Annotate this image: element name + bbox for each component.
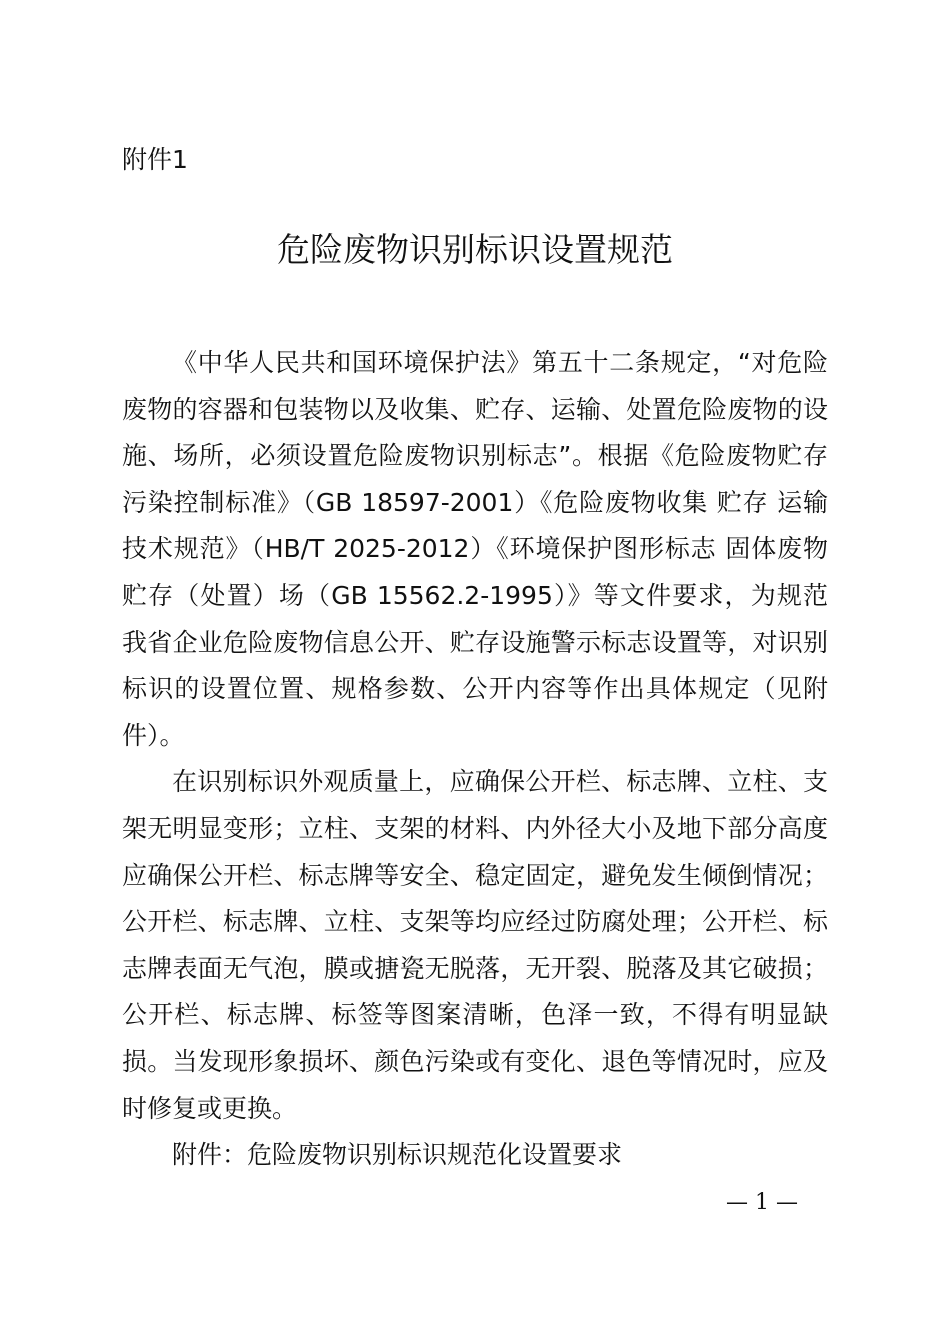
document-title: 危险废物识别标识设置规范 xyxy=(277,230,673,269)
paragraph-appearance-quality: 在识别标识外观质量上，应确保公开栏、标志牌、立柱、支架无明显变形；立柱、支架的材料、内外径大小及地下部分高度应确保公开栏、标志牌等安全、稳定固定，避免发生倾倒情况；公开栏、标志牌、立柱、支架等均应经过防腐处理；公开栏、标志牌表面无气泡，膜或搪瓷无脱落，无开裂、脱落及其它破损；公开栏、标志牌、标签等图案清晰，色泽一致，不得有明显缺损。当发现形象损坏、颜色污染或有变化、退色等情况时，应及时修复或更换。 xyxy=(122,767,828,1123)
attachment-label: 附件1 xyxy=(122,145,188,174)
paragraph-legal-basis: 《中华人民共和国环境保护法》第五十二条规定，“对危险废物的容器和包装物以及收集、贮存、运输、处置危险废物的设施、场所，必须设置危险废物识别标志”。根据《危险废物贮存污染控制标准》（GB 18597-2001）《危险废物收集 贮存 运输技术规范》（HB/T 2025-2012）《环境保护图形标志 固体废物贮存（处置）场（GB 15562.2-1995）》等文件要求，为规范我省企业危险废物信息公开、贮存设施警示标志设置等，对识别标识的设置位置、规格参数、公开内容等作出具体规定（见附件）。 xyxy=(122,348,828,750)
document-body xyxy=(122,340,828,1179)
page-number: — 1 — xyxy=(726,1190,798,1215)
paragraph-attachment-note: 附件：危险废物识别标识规范化设置要求 xyxy=(172,1140,623,1170)
